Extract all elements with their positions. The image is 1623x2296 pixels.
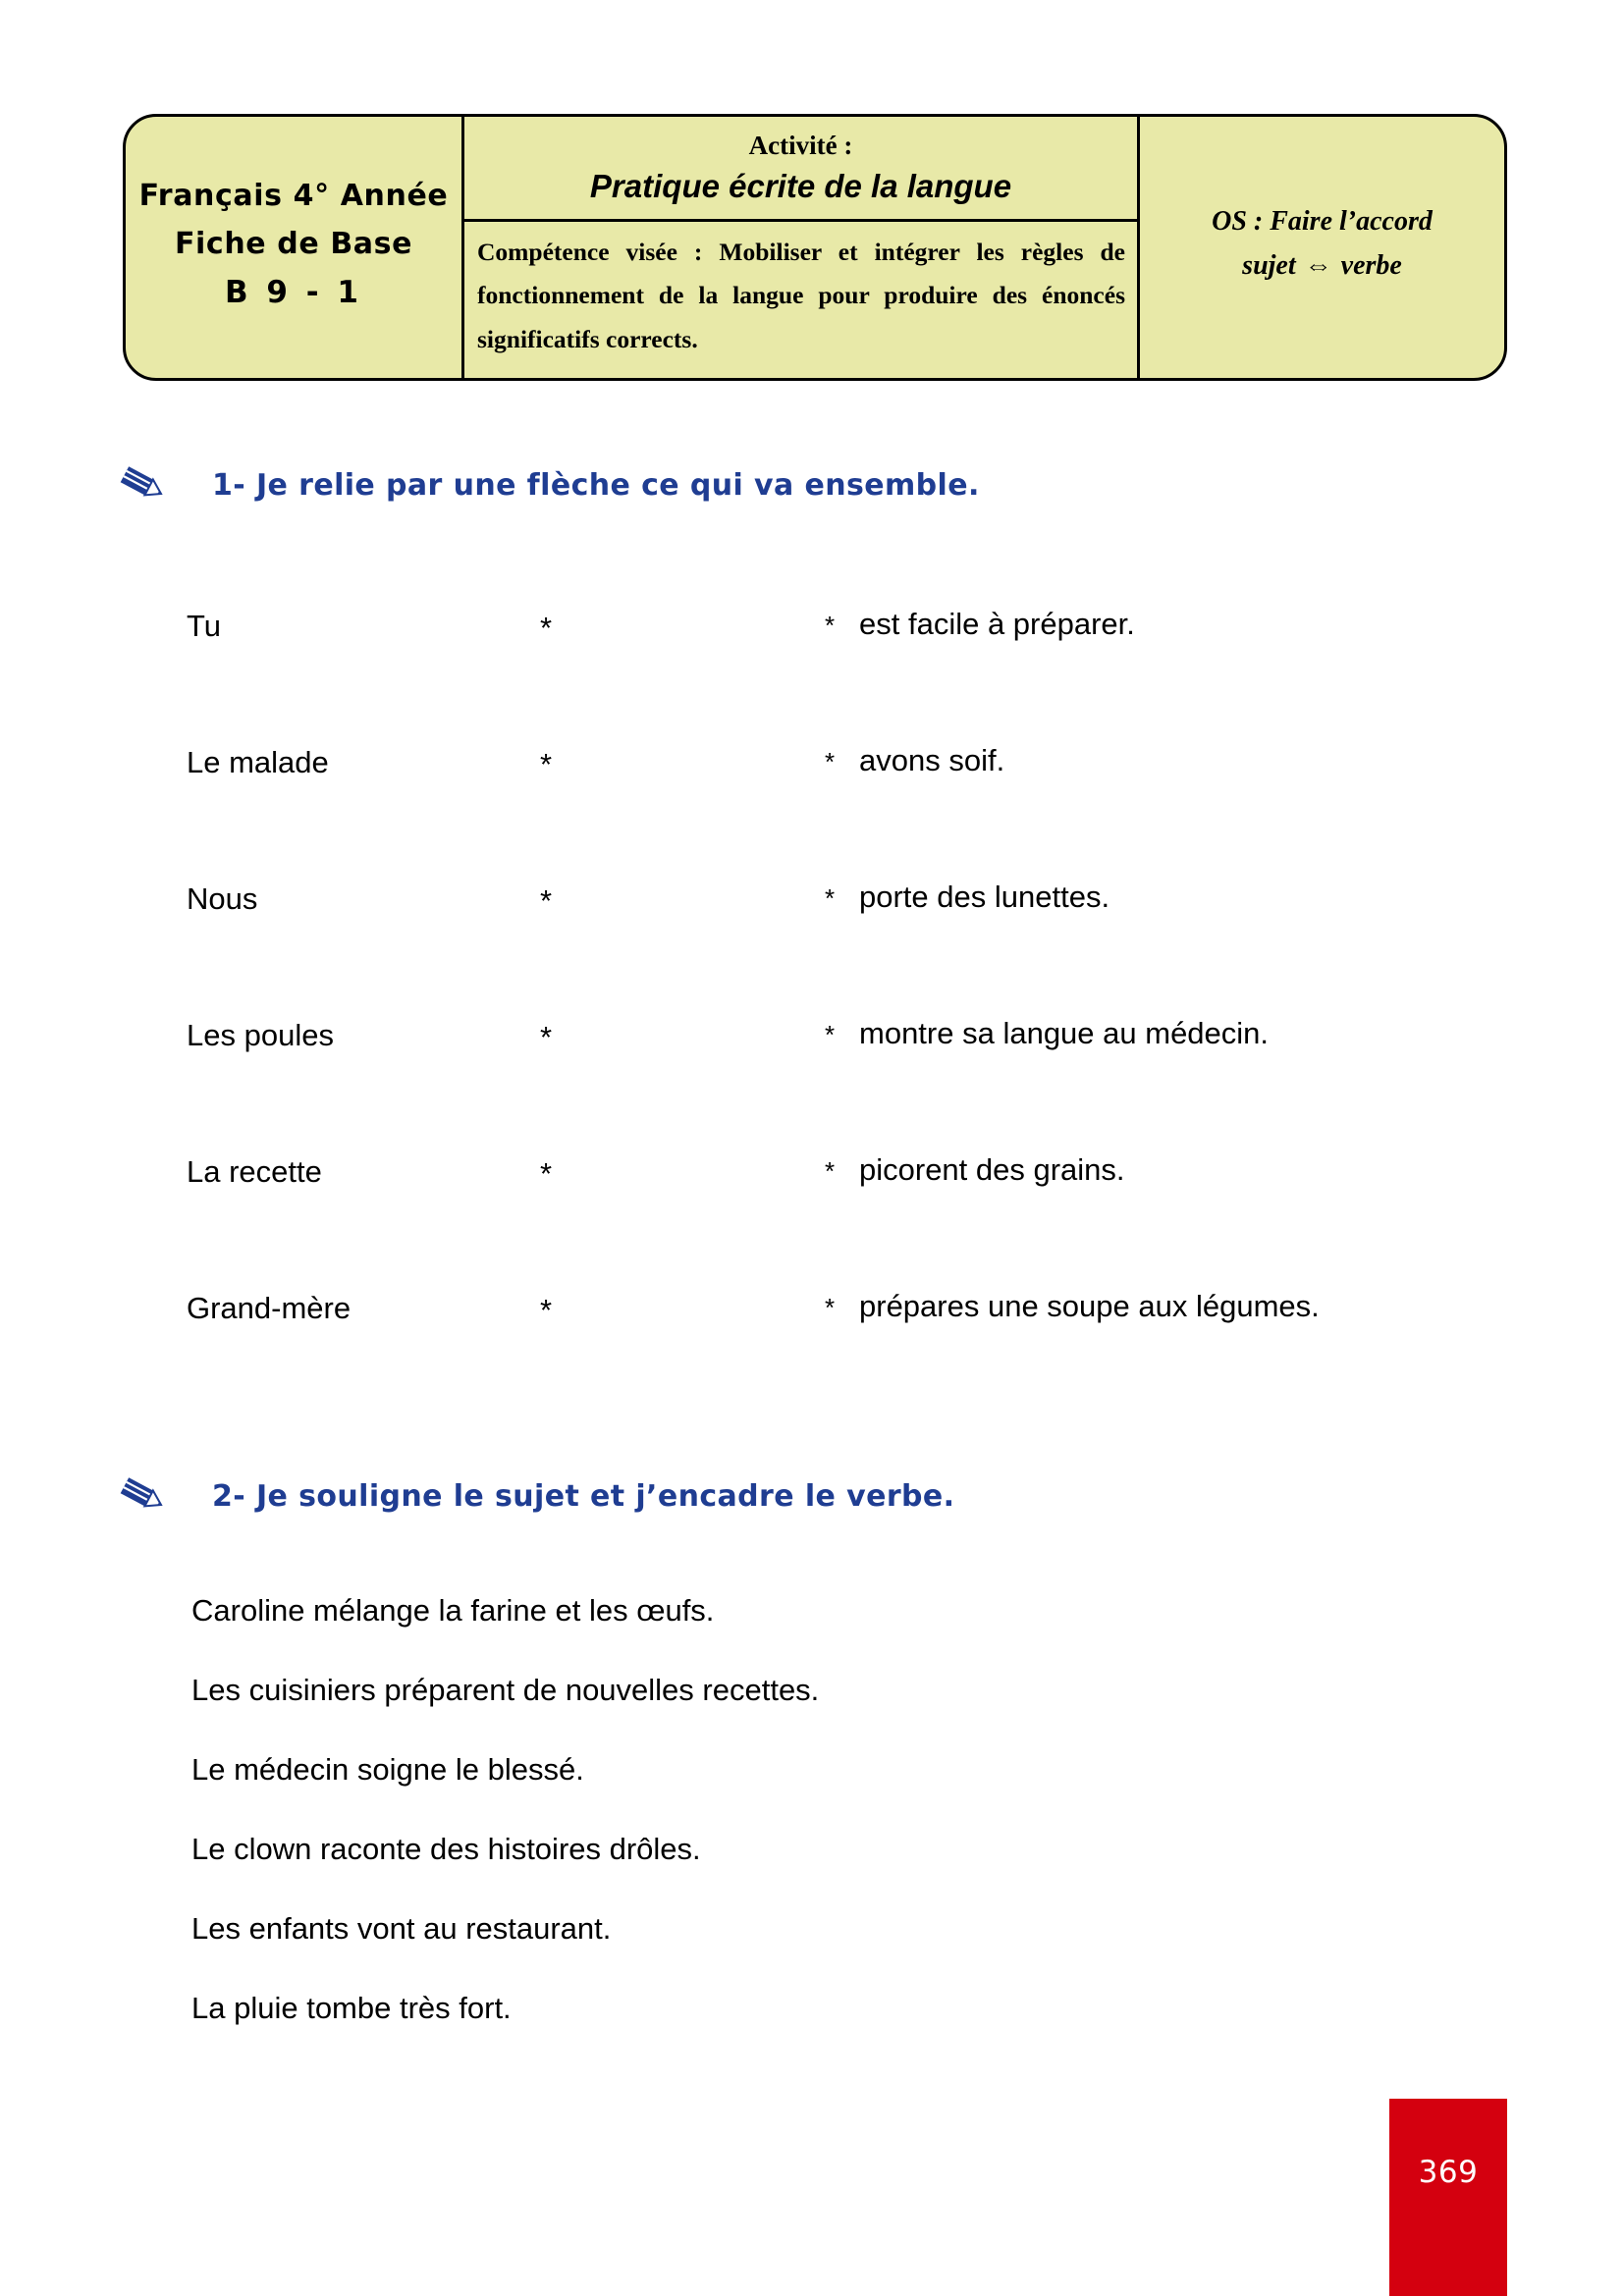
match-row [187,1291,1502,1427]
exercise-2-heading [120,1477,954,1515]
objective-subject-word: sujet [1242,250,1296,281]
double-arrow-icon: ⇔ [1304,250,1332,281]
match-right-phrase[interactable]: picorent des grains. [859,1152,1125,1187]
competence-area [464,222,1137,378]
activity-cell [464,117,1140,378]
subject-identity-cell [126,117,464,378]
worksheet-header-box [123,114,1507,381]
sheet-code-label: B 9 - 1 [224,275,362,311]
match-left-term[interactable]: Tu [187,609,222,643]
list-item[interactable]: La pluie tombe très fort. [191,1991,512,2025]
list-item[interactable]: Le médecin soigne le blessé. [191,1752,584,1787]
exercise-2-title: 2- Je souligne le sujet et j’encadre le verbe. [212,1478,955,1514]
match-right-marker[interactable]: * [825,883,836,913]
match-right-phrase[interactable]: prépares une soupe aux légumes. [859,1289,1320,1323]
match-row [187,1018,1502,1154]
sentence-list [191,1595,1419,2072]
objective-line-2 [1242,243,1402,288]
match-right-marker[interactable]: * [825,1020,836,1049]
match-right-marker[interactable]: * [825,611,836,640]
list-item[interactable]: Caroline mélange la farine et les œufs. [191,1593,715,1628]
match-right-marker[interactable]: * [825,1293,836,1322]
match-left-marker[interactable]: * [540,611,553,645]
match-left-term[interactable]: Grand-mère [187,1291,352,1325]
exercise-1-title: 1- Je relie par une flèche ce qui va ensemble. [212,467,980,503]
exercise-1-heading [120,466,980,504]
activity-label: Activité : [748,131,853,161]
match-left-term[interactable]: Nous [187,881,258,916]
match-left-marker[interactable]: * [540,1020,553,1054]
page-number: 369 [1418,2155,1479,2190]
list-item[interactable]: Le clown raconte des histoires drôles. [191,1832,701,1866]
match-right-phrase[interactable]: porte des lunettes. [859,880,1110,914]
match-left-term[interactable]: Les poules [187,1018,334,1052]
match-left-marker[interactable]: * [540,1293,553,1327]
match-left-marker[interactable]: * [540,1156,553,1191]
pencil-icon [120,1477,165,1515]
match-right-phrase[interactable]: avons soif. [859,743,1005,777]
list-item[interactable]: Les enfants vont au restaurant. [191,1911,612,1946]
match-right-marker[interactable]: * [825,1156,836,1186]
match-row [187,745,1502,881]
match-left-marker[interactable]: * [540,747,553,781]
match-right-phrase[interactable]: est facile à préparer. [859,607,1135,641]
activity-title: Pratique écrite de la langue [589,167,1012,204]
match-left-term[interactable]: La recette [187,1154,322,1189]
match-row [187,1154,1502,1291]
objective-verb-word: verbe [1340,250,1402,281]
page-number-badge [1389,2099,1507,2296]
match-row [187,881,1502,1018]
list-item[interactable]: Les cuisiniers préparent de nouvelles recettes. [191,1673,820,1707]
match-left-term[interactable]: Le malade [187,745,329,779]
matching-exercise [187,609,1502,1427]
match-left-marker[interactable]: * [540,883,553,918]
sheet-type-label: Fiche de Base [174,226,413,261]
match-right-phrase[interactable]: montre sa langue au médecin. [859,1016,1270,1050]
match-row [187,609,1502,745]
match-right-marker[interactable]: * [825,747,836,776]
competence-text: Compétence visée : Mobiliser et intégrer les règles de fonctionnement de la langue pour produire des énoncés significatifs corrects. [477,238,1125,353]
activity-title-area [464,117,1137,222]
objective-cell [1140,117,1504,378]
pencil-icon [120,466,165,504]
subject-grade-label: Français 4° Année [138,179,449,214]
objective-line-1: OS : Faire l’accord [1212,205,1433,237]
